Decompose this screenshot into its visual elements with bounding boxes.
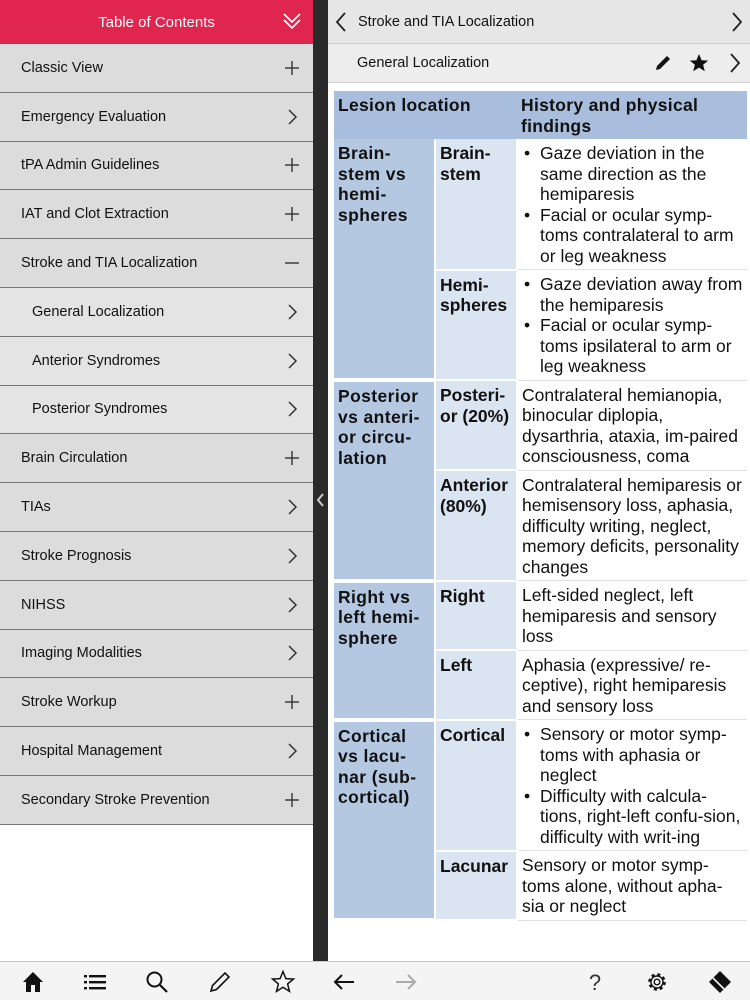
finding-text: Left-sided neglect, left hemiparesis and sensory loss [522,585,717,646]
plus-icon[interactable] [283,156,301,174]
content-panel [328,0,750,961]
chevron-right-icon[interactable] [283,352,301,370]
plus-icon[interactable] [283,449,301,467]
subcategory-cell: Right [435,581,517,651]
findings-cell [517,851,747,921]
toc-item-label: TIAs [21,499,51,516]
toc-item-label: General Localization [32,303,165,320]
toc-item[interactable] [0,630,313,679]
finding-item: • Sensory or motor symp-toms with aphasia or neglect [522,724,743,786]
plus-icon[interactable] [283,205,301,223]
toc-item-label: Anterior Syndromes [32,352,161,369]
gear-icon[interactable] [644,969,670,995]
toc-item[interactable] [0,386,313,435]
toc-item[interactable] [0,337,313,386]
bookmarks-icon[interactable] [707,969,733,995]
toc-item[interactable] [0,727,313,776]
bottom-toolbar [0,961,750,1000]
chevron-right-icon[interactable] [283,742,301,760]
table-header-findings: History and physical findings [517,91,747,139]
star-icon[interactable] [270,969,296,995]
toc-item[interactable] [0,190,313,239]
chevron-right-icon[interactable] [724,52,746,74]
localization-table [334,91,747,922]
chevron-right-icon[interactable] [724,10,748,34]
split-divider[interactable] [313,0,328,961]
category-cell: Right vs left hemi-sphere [334,581,435,720]
collapse-panel-icon[interactable] [281,10,303,32]
toc-item-label: tPA Admin Guidelines [21,157,160,174]
toc-item-label: Hospital Management [21,743,163,760]
table-row [334,581,747,651]
finding-text: Contralateral hemiparesis or hemisensory loss, aphasia, difficulty writing, neglect, memory deficits, personality changes [522,474,742,577]
chevron-right-icon[interactable] [283,596,301,614]
chevron-right-icon[interactable] [283,303,301,321]
back-arrow-icon[interactable] [331,969,357,995]
pencil-icon[interactable] [207,969,233,995]
home-icon[interactable] [20,969,46,995]
subcategory-cell: Brain-stem [435,139,517,270]
toc-item[interactable] [0,93,313,142]
toc-header [0,0,313,44]
findings-cell [517,650,747,720]
toc-item[interactable] [0,44,313,93]
page-nav-bar [328,44,750,83]
finding-item: • Gaze deviation in the same direction as the hemiparesis [522,143,743,205]
toc-item[interactable] [0,581,313,630]
minus-icon[interactable] [283,254,301,272]
findings-cell [517,139,747,270]
chevron-right-icon[interactable] [283,644,301,662]
subcategory-cell: Left [435,650,517,720]
subcategory-cell: Lacunar [435,851,517,921]
subcategory-cell: Posteri-or (20%) [435,380,517,470]
chevron-right-icon[interactable] [283,547,301,565]
chevron-right-icon[interactable] [283,400,301,418]
findings-cell [517,470,747,581]
findings-cell [517,720,747,851]
toc-item-label: Brain Circulation [21,450,128,467]
help-icon[interactable] [582,969,608,995]
list-icon[interactable] [82,969,108,995]
category-cell: Brain-stem vs hemi-spheres [334,139,435,380]
forward-arrow-icon[interactable] [393,969,419,995]
toc-title: Table of Contents [98,13,215,31]
toc-item-label: Secondary Stroke Prevention [21,791,210,808]
collapse-handle-icon[interactable] [315,490,326,510]
finding-item: • Difficulty with calcula-tions, right-left confu-sion, difficulty with writ-ing [522,786,743,848]
plus-icon[interactable] [283,791,301,809]
star-icon[interactable] [688,52,710,74]
plus-icon[interactable] [283,59,301,77]
toc-item[interactable] [0,288,313,337]
toc-item[interactable] [0,434,313,483]
finding-item: • Gaze deviation away from the hemiparesis [522,274,743,315]
findings-cell [517,270,747,381]
toc-item-label: Stroke Workup [21,694,117,711]
toc-item-label: Imaging Modalities [21,645,142,662]
finding-text: Sensory or motor symp-toms alone, without apha-sia or neglect [522,855,723,916]
findings-cell [517,380,747,470]
toc-panel [0,0,313,961]
svg-text:?: ? [588,970,602,995]
toc-item[interactable] [0,142,313,191]
subcategory-cell: Cortical [435,720,517,851]
section-title: Stroke and TIA Localization [358,13,535,30]
toc-item-label: Stroke Prognosis [21,547,132,564]
table-row [334,380,747,470]
pencil-icon[interactable] [652,52,674,74]
chevron-left-icon[interactable] [330,10,354,34]
subcategory-cell: Anterior (80%) [435,470,517,581]
toc-item[interactable] [0,239,313,288]
table-header-location: Lesion location [334,91,517,139]
findings-cell [517,581,747,651]
toc-item-label: IAT and Clot Extraction [21,206,169,223]
search-icon[interactable] [144,969,170,995]
page-content [328,83,750,961]
toc-list [0,44,313,825]
section-nav-bar [328,0,750,44]
subcategory-cell: Hemi-spheres [435,270,517,381]
toc-item-label: Classic View [21,59,103,76]
table-row [334,139,747,270]
plus-icon[interactable] [283,693,301,711]
page-title: General Localization [357,55,490,71]
category-cell: Cortical vs lacu-nar (sub-cortical) [334,720,435,921]
chevron-right-icon[interactable] [283,108,301,126]
finding-text: Contralateral hemianopia, binocular diplopia, dysarthria, ataxia, im-paired consciousness, coma [522,384,738,466]
toc-item-label: Posterior Syndromes [32,401,168,418]
finding-item: • Facial or ocular symp-toms ipsilateral to arm or leg weakness [522,315,743,377]
finding-text: Aphasia (expressive/ re-ceptive), right hemiparesis and sensory loss [522,654,727,716]
toc-item[interactable] [0,776,313,825]
toc-item-label: Emergency Evaluation [21,108,167,125]
toc-item[interactable] [0,678,313,727]
table-row [334,720,747,851]
toc-item[interactable] [0,483,313,532]
toc-item[interactable] [0,532,313,581]
category-cell: Posterior vs anteri-or circu-lation [334,380,435,581]
finding-item: • Facial or ocular symp-toms contralateral to arm or leg weakness [522,205,743,267]
chevron-right-icon[interactable] [283,498,301,516]
toc-item-label: Stroke and TIA Localization [21,255,198,272]
toc-item-label: NIHSS [21,596,66,613]
